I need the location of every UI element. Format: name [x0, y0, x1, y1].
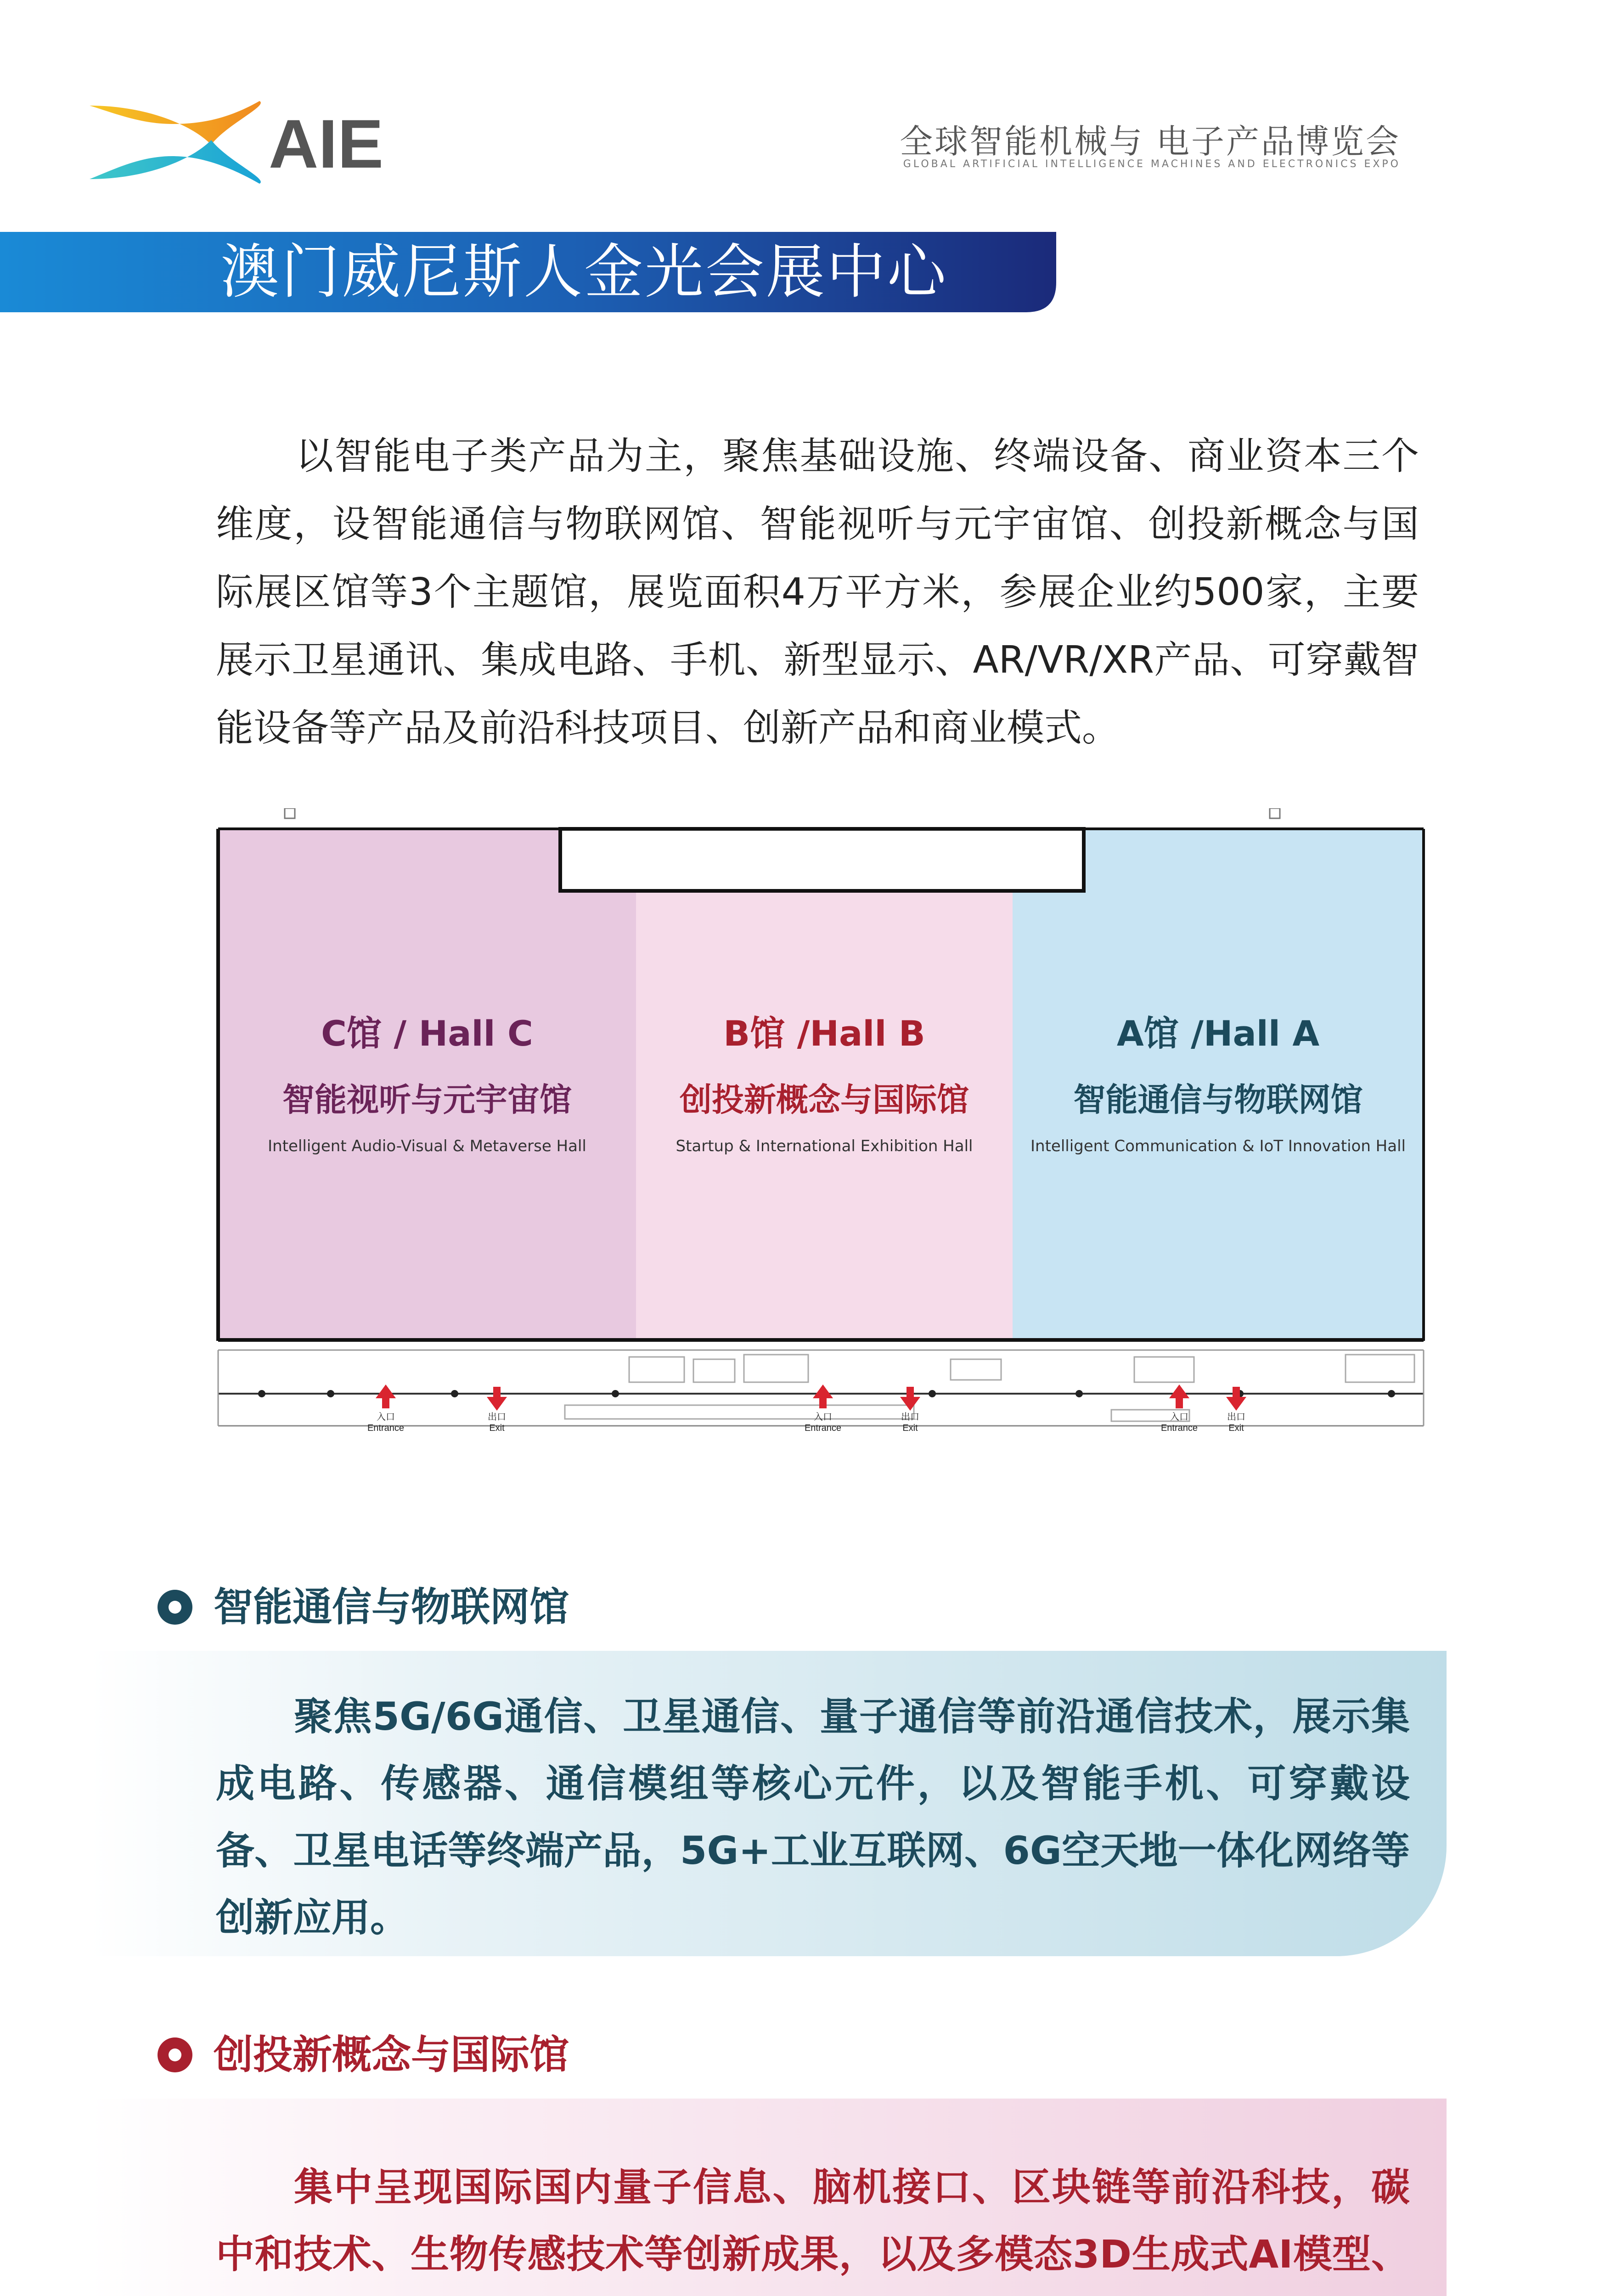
door-label-en: Exit — [1228, 1423, 1244, 1433]
hall-c-en: Intelligent Audio-Visual & Metaverse Hall — [268, 1137, 586, 1155]
hall-a-en: Intelligent Communication & IoT Innovation Hall — [1030, 1137, 1406, 1155]
aie-logo — [90, 92, 448, 197]
section-a-title: 智能通信与物联网馆 — [214, 1584, 569, 1630]
section-a-text: 聚焦5G/6G通信、卫星通信、量子通信等前沿通信技术，展示集成电路、传感器、通信模组等核心元件，以及智能手机、可穿戴设备、卫星电话等终端产品，5G+工业互联网、6G空天地一体化网络等创新应用。 — [216, 1694, 1410, 1940]
hall-b-cn: 创投新概念与国际馆 — [680, 1081, 969, 1119]
hall-c-name: C馆 / Hall C — [321, 1013, 533, 1054]
intro-paragraph: 以智能电子类产品为主，聚焦基础设施、终端设备、商业资本三个维度，设智能通信与物联网馆、智能视听与元宇宙馆、创投新概念与国际展区馆等3个主题馆，展览面积4万平方米，参展企业约500家，主要展示卫星通讯、集成电路、手机、新型显示、AR/VR/XR产品、可穿戴智能设备等产品及前沿科技项目、创新产品和商业模式。 — [216, 434, 1419, 750]
door-label-cn: 入口 — [1170, 1412, 1188, 1422]
exit-arrow-icon — [487, 1387, 507, 1411]
hall-b-label — [636, 1006, 1013, 1155]
bullet-circle-icon — [156, 1588, 194, 1626]
exit-arrow-icon — [1226, 1387, 1246, 1411]
hall-b-en: Startup & International Exhibition Hall — [676, 1137, 973, 1155]
section-b-title: 创投新概念与国际馆 — [214, 2032, 569, 2078]
door-label-en: Entrance — [367, 1423, 405, 1433]
hall-c-cn: 智能视听与元宇宙馆 — [282, 1081, 572, 1119]
floor-plan — [216, 808, 1428, 1451]
hall-a-name: A馆 /Hall A — [1116, 1013, 1320, 1054]
hall-b-name: B馆 /Hall B — [723, 1013, 925, 1054]
expo-title: 全球智能机械与 电子产品博览会 — [900, 122, 1401, 161]
brand-text: AIE — [269, 105, 384, 182]
door-label-en: Exit — [902, 1423, 918, 1433]
door-label-en: Exit — [489, 1423, 505, 1433]
entrance-arrow-icon — [376, 1384, 396, 1408]
entrance-arrow-icon — [1169, 1384, 1189, 1408]
exit-arrow-icon — [900, 1387, 920, 1411]
door-label-en: Entrance — [804, 1423, 842, 1433]
door-label-cn: 出口 — [1227, 1412, 1245, 1422]
hall-a-cn: 智能通信与物联网馆 — [1073, 1081, 1363, 1119]
expo-subtitle: GLOBAL ARTIFICIAL INTELLIGENCE MACHINES AND ELECTRONICS EXPO — [903, 158, 1401, 170]
section-b-text: 集中呈现国际国内量子信息、脑机接口、区块链等前沿科技，碳中和技术、生物传感技术等创新成果，以及多模态3D生成式AI模型、 — [216, 2165, 1410, 2277]
hall-a-label — [1013, 1006, 1424, 1155]
hall-c-label — [218, 1006, 636, 1155]
door-label-en: Entrance — [1160, 1423, 1198, 1433]
door-label-cn: 入口 — [814, 1412, 832, 1422]
door-label-cn: 出口 — [901, 1412, 919, 1422]
bullet-circle-icon — [156, 2036, 194, 2074]
venue-title: 澳门威尼斯人金光会展中心 — [220, 238, 948, 306]
door-label-cn: 入口 — [377, 1412, 395, 1422]
door-label-cn: 出口 — [488, 1412, 506, 1422]
